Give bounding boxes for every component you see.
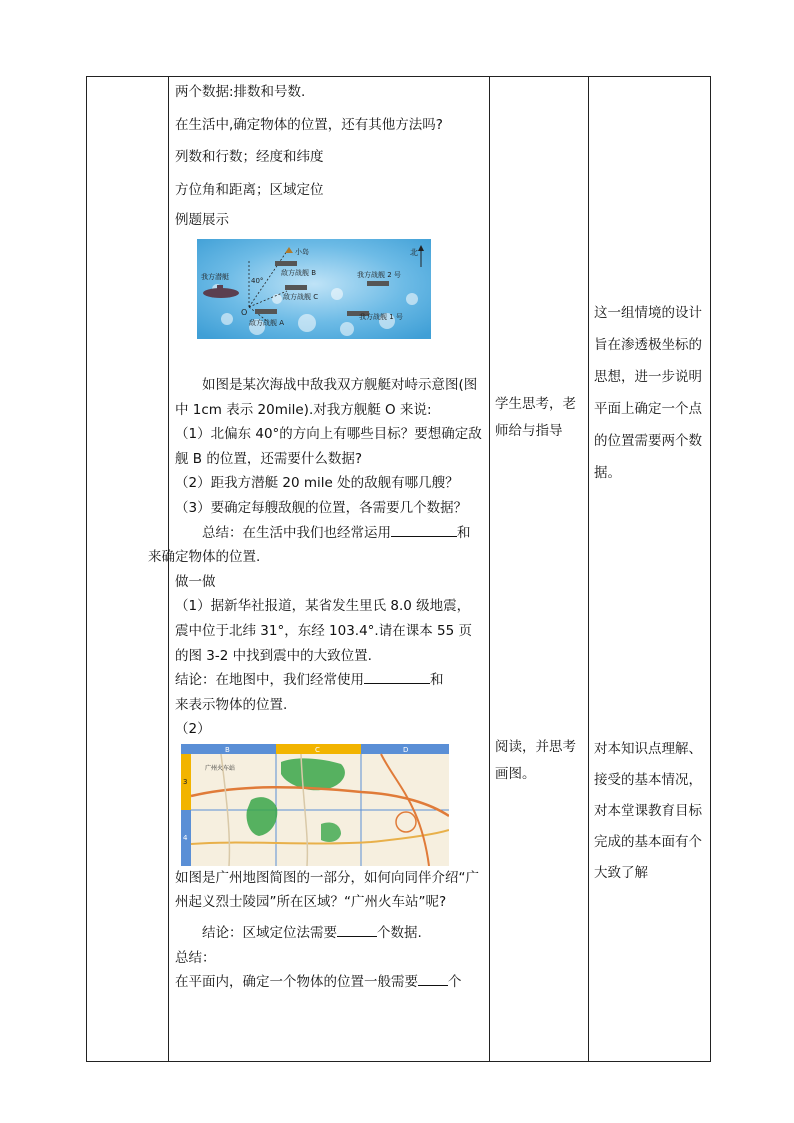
island-label: 小岛 xyxy=(295,247,309,256)
station-label: 广州火车站 xyxy=(205,764,236,772)
answer-blank xyxy=(337,922,377,937)
enemy-b-label: 敌方战舰 B xyxy=(281,268,317,277)
enemy-a-label: 敌方战舰 A xyxy=(249,318,285,327)
origin-label: O xyxy=(241,307,248,317)
text-line: 列数和行数；经度和纬度 xyxy=(175,149,324,166)
our-ship1-label: 我方战舰 1 号 xyxy=(359,312,403,321)
text-line: 两个数据:排数和号数. xyxy=(175,84,306,100)
summary-2: 在平面内，确定一个物体的位置一般需要 个 xyxy=(175,970,483,995)
row-4-label: 4 xyxy=(183,833,188,842)
conclusion-1: 结论：在地图中，我们经常使用 和 来表示物体的位置. xyxy=(175,668,483,717)
text-line: 在生活中,确定物体的位置，还有其他方法吗? xyxy=(175,116,443,133)
try-2: （2） xyxy=(175,721,211,738)
col-d-label: D xyxy=(403,745,409,754)
ship-icon xyxy=(285,285,307,290)
intent-text-1: 这一组情境的设计旨在渗透极坐标的思想，进一步说明平面上确定一个点的位置需要两个数据。 xyxy=(594,305,702,481)
section-title: 做一做 xyxy=(175,573,216,590)
angle-label: 40° xyxy=(251,276,264,285)
ship-icon xyxy=(255,309,277,314)
summary-1: 总结：在生活中我们也经常运用 和 来确定物体的位置. xyxy=(175,521,483,570)
paragraph: 如图是某次海战中敌我双方舰艇对峙示意图(图中 1cm 表示 20mile).对我方舰艇 O 来说: xyxy=(175,376,478,418)
ship-icon xyxy=(275,261,297,266)
paragraph: 如图是广州地图简图的一部分，如何向同伴介绍“广州起义烈士陵园”所在区域？“广州火车站”呢? xyxy=(175,869,479,911)
answer-blank xyxy=(364,669,430,684)
our-ship2-label: 我方战舰 2 号 xyxy=(357,270,401,279)
col-b-label: B xyxy=(225,745,230,754)
row-3-label: 3 xyxy=(183,777,188,786)
answer-blank xyxy=(418,971,448,986)
question-1: （1）北偏东 40°的方向上有哪些目标？要想确定敌舰 B 的位置，还需要什么数据? xyxy=(175,426,482,467)
question-3: （3）要确定每艘敌舰的位置，各需要几个数据？ xyxy=(175,499,468,516)
enemy-c-label: 敌方战舰 C xyxy=(283,292,319,301)
our-sub-label: 我方潜艇 xyxy=(201,272,229,281)
col-c-label: C xyxy=(315,745,320,754)
intent-cell xyxy=(589,77,711,1062)
try-1: （1）据新华社报道，某省发生里氏 8.0 级地震，震中位于北纬 31°，东经 103.4°.请在课本 55 页的图 3-2 中找到震中的大致位置. xyxy=(175,598,472,664)
summary-title: 总结： xyxy=(175,949,216,966)
north-label: 北 xyxy=(410,247,418,257)
naval-standoff-figure xyxy=(197,239,431,339)
guangzhou-map-figure xyxy=(181,744,449,866)
lesson-table xyxy=(86,76,711,1062)
content-cell xyxy=(148,77,490,1062)
activity-cell xyxy=(490,77,589,1062)
activity-text-1: 学生思考，老师给与指导 xyxy=(495,396,576,439)
ship-icon xyxy=(367,281,389,286)
answer-blank xyxy=(391,522,457,537)
empty-column-cell xyxy=(87,77,169,1062)
activity-text-2: 阅读，并思考画图。 xyxy=(495,739,576,782)
conclusion-2: 结论：区域定位法需要 个数据. xyxy=(175,921,483,946)
text-line: 方位角和距离；区域定位 xyxy=(175,181,324,198)
question-2: （2）距我方潜艇 20 mile 处的敌舰有哪几艘？ xyxy=(175,475,459,492)
intent-text-2: 对本知识点理解、接受的基本情况，对本堂课教育目标完成的基本面有个大致了解 xyxy=(594,741,702,881)
section-title: 例题展示 xyxy=(175,212,229,229)
